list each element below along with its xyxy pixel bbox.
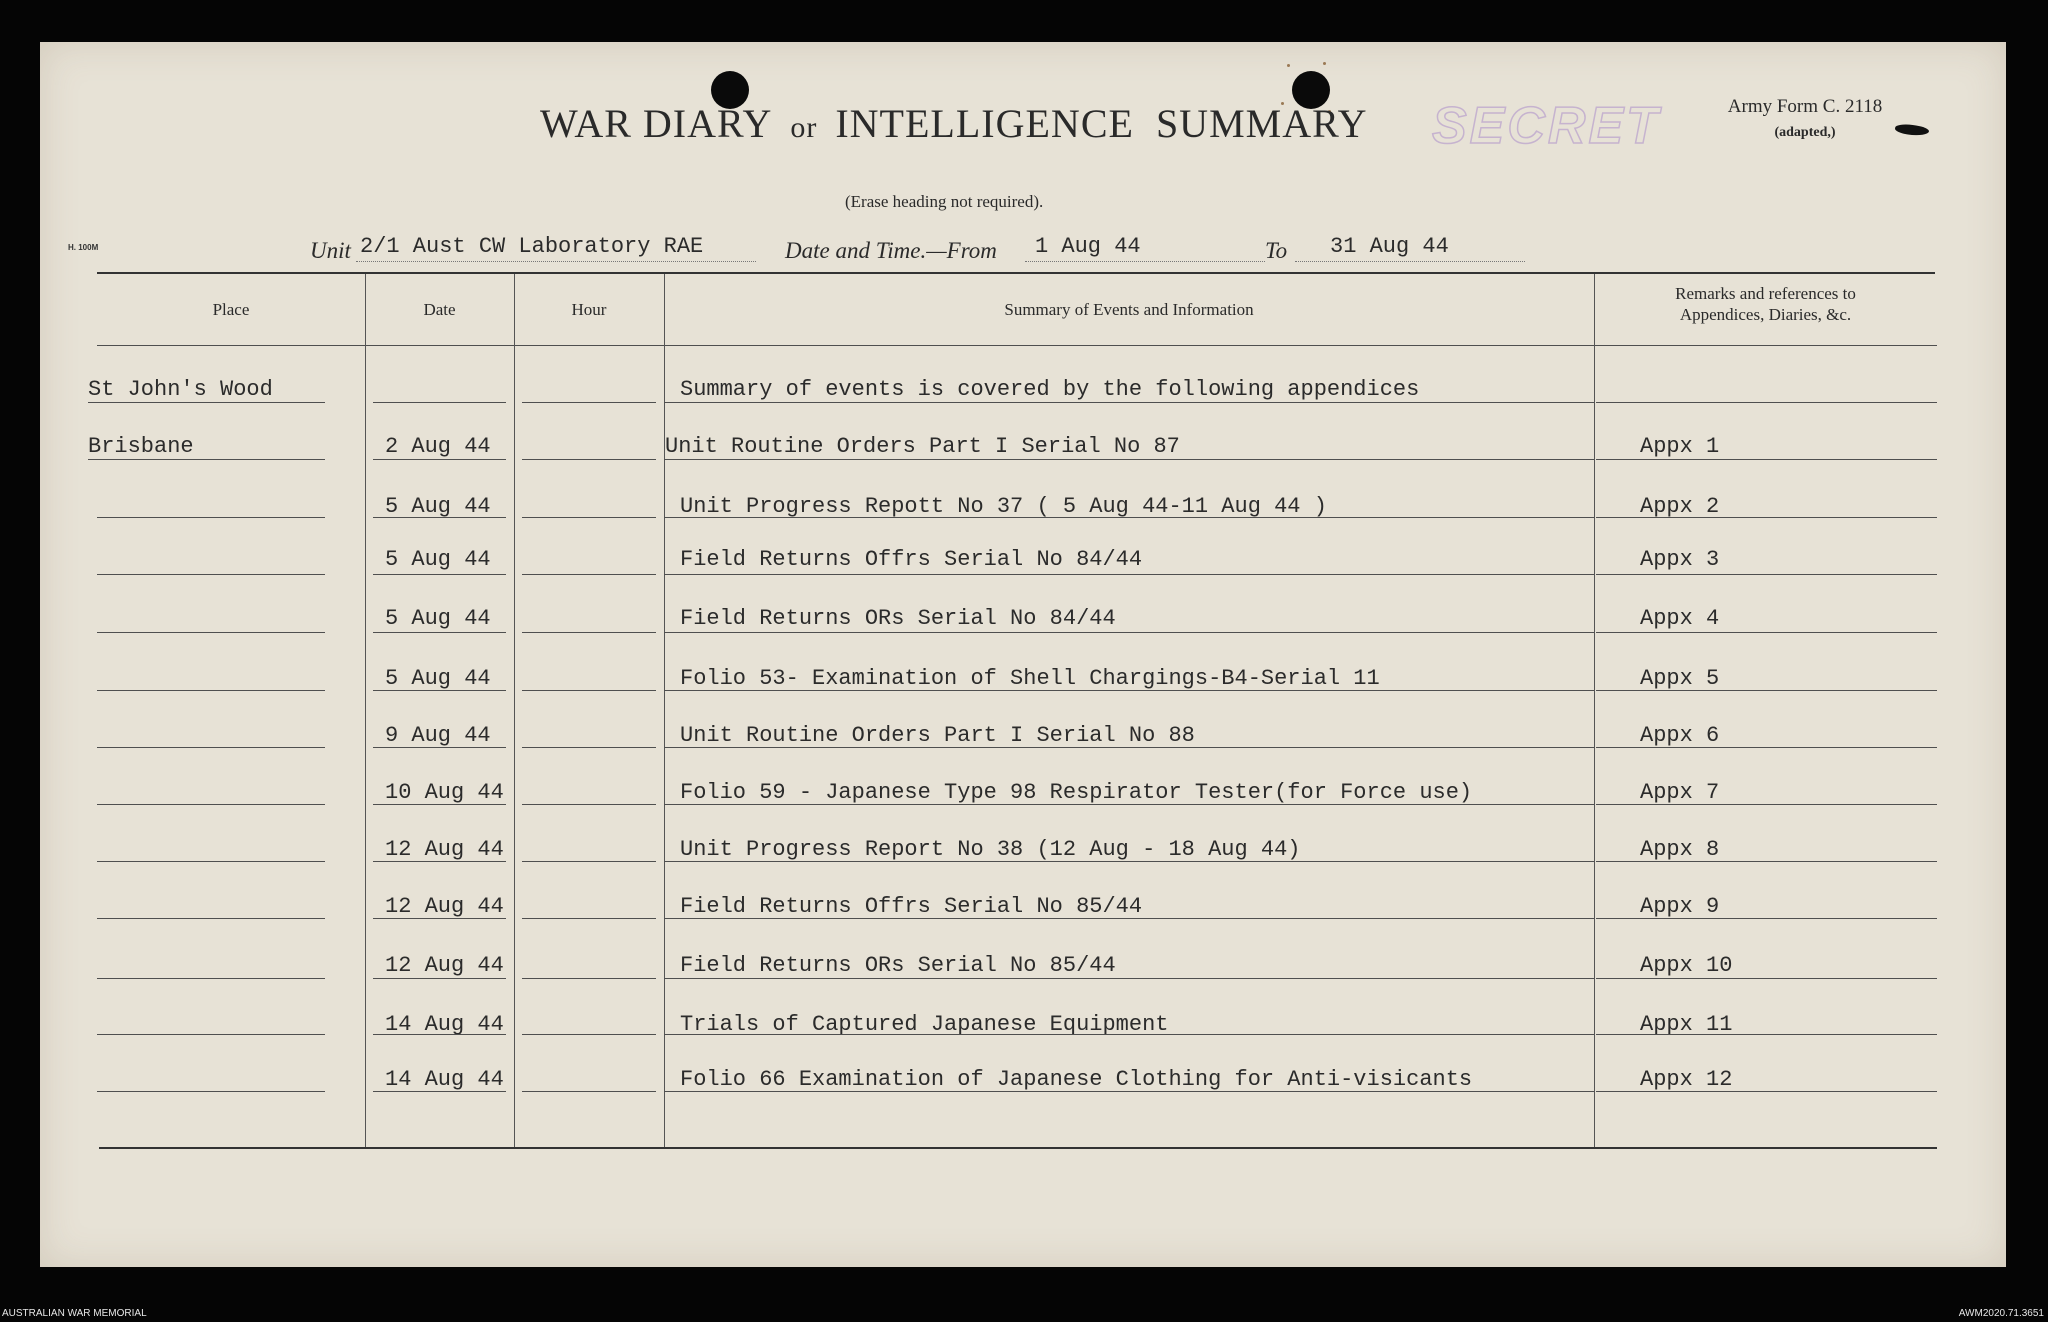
row-rule (373, 574, 506, 575)
row-rule (88, 459, 325, 460)
cell-date: 14 Aug 44 (385, 1012, 504, 1037)
column-divider (514, 274, 515, 1147)
cell-date: 5 Aug 44 (385, 494, 491, 519)
row-rule (664, 978, 1594, 979)
title-or: or (790, 111, 818, 144)
row-rule (97, 747, 325, 748)
unit-label: Unit (310, 238, 351, 263)
cell-date: 10 Aug 44 (385, 780, 504, 805)
row-rule (373, 517, 506, 518)
header-remarks (1594, 283, 1937, 325)
cell-remarks: Appx 4 (1640, 606, 1720, 631)
cell-remarks: Appx 10 (1640, 953, 1733, 978)
row-rule (522, 978, 656, 979)
cell-summary: Field Returns Offrs Serial No 84/44 (680, 547, 1143, 572)
cell-place: Brisbane (88, 434, 194, 459)
date-from-fill-line (1025, 261, 1265, 262)
row-rule (373, 918, 506, 919)
row-rule (97, 517, 325, 518)
cell-date: 12 Aug 44 (385, 953, 504, 978)
row-rule (522, 1091, 656, 1092)
row-rule (522, 517, 656, 518)
cell-summary: Summary of events is covered by the following appendices (680, 377, 1420, 402)
row-rule (522, 402, 656, 403)
row-rule (1596, 459, 1937, 460)
cell-remarks: Appx 1 (1640, 434, 1720, 459)
row-rule (1596, 978, 1937, 979)
row-rule (522, 804, 656, 805)
unit-value: 2/1 Aust CW Laboratory RAE (360, 234, 704, 259)
column-divider (1594, 274, 1595, 1147)
column-divider (365, 274, 366, 1147)
cell-date: 12 Aug 44 (385, 894, 504, 919)
row-rule (1596, 1034, 1937, 1035)
date-from-value: 1 Aug 44 (1035, 234, 1141, 259)
column-divider (664, 274, 665, 1147)
cell-summary: Folio 59 - Japanese Type 98 Respirator Tester(for Force use) (680, 780, 1473, 805)
row-rule (664, 918, 1594, 919)
table-top-rule (97, 272, 1935, 274)
cell-date: 12 Aug 44 (385, 837, 504, 862)
row-rule (522, 574, 656, 575)
row-rule (664, 861, 1594, 862)
header-bottom-rule (97, 345, 1937, 346)
row-rule (664, 690, 1594, 691)
row-rule (1596, 1091, 1937, 1092)
cell-date: 9 Aug 44 (385, 723, 491, 748)
cell-summary: Unit Routine Orders Part I Serial No 87 (665, 434, 1180, 459)
row-rule (373, 1034, 506, 1035)
cell-date: 14 Aug 44 (385, 1067, 504, 1092)
row-rule (664, 517, 1594, 518)
row-rule (1596, 517, 1937, 518)
row-rule (373, 459, 506, 460)
row-rule (1596, 632, 1937, 633)
title-part-intelligence: INTELLIGENCE (835, 101, 1134, 146)
row-rule (373, 1091, 506, 1092)
header-summary: Summary of Events and Information (1004, 300, 1254, 319)
row-rule (664, 402, 1594, 403)
footer-right: AWM2020.71.3651 (1958, 1308, 2044, 1319)
cell-remarks: Appx 9 (1640, 894, 1720, 919)
army-form-number: Army Form C. 2118 (1727, 96, 1883, 117)
row-rule (97, 1091, 325, 1092)
row-rule (373, 632, 506, 633)
secret-stamp: SECRET (1432, 97, 1661, 155)
row-rule (97, 574, 325, 575)
header-hour: Hour (571, 300, 607, 319)
cell-summary: Unit Progress Report No 38 (12 Aug - 18 Aug 44) (680, 837, 1301, 862)
cell-place: St John's Wood (88, 377, 273, 402)
rust-spot (1323, 62, 1326, 65)
row-rule (522, 747, 656, 748)
cell-remarks: Appx 6 (1640, 723, 1720, 748)
row-rule (522, 632, 656, 633)
row-rule (97, 690, 325, 691)
row-rule (88, 402, 325, 403)
unit-fill-line (356, 261, 756, 262)
cell-date: 2 Aug 44 (385, 434, 491, 459)
to-label: To (1265, 238, 1288, 263)
table-bottom-rule (99, 1147, 1937, 1149)
rust-spot (1287, 64, 1290, 67)
row-rule (522, 918, 656, 919)
row-rule (664, 632, 1594, 633)
row-rule (1596, 574, 1937, 575)
cell-summary: Unit Progress Repott No 37 ( 5 Aug 44-11 Aug 44 ) (680, 494, 1327, 519)
form-code: H. 100M (68, 243, 99, 252)
row-rule (373, 804, 506, 805)
row-rule (373, 861, 506, 862)
page-title (540, 100, 1540, 147)
row-rule (1596, 861, 1937, 862)
cell-remarks: Appx 7 (1640, 780, 1720, 805)
row-rule (373, 747, 506, 748)
row-rule (522, 459, 656, 460)
header-date: Date (423, 300, 456, 319)
row-rule (1596, 747, 1937, 748)
header-place: Place (212, 300, 250, 319)
title-part-war-diary: WAR DIARY (540, 101, 773, 146)
row-rule (1596, 804, 1937, 805)
date-to-fill-line (1295, 261, 1525, 262)
cell-remarks: Appx 12 (1640, 1067, 1733, 1092)
cell-summary: Folio 53- Examination of Shell Chargings-B4-Serial 11 (680, 666, 1380, 691)
row-rule (1596, 918, 1937, 919)
cell-summary: Trials of Captured Japanese Equipment (680, 1012, 1169, 1037)
row-rule (664, 1091, 1594, 1092)
row-rule (97, 804, 325, 805)
cell-date: 5 Aug 44 (385, 606, 491, 631)
row-rule (373, 978, 506, 979)
cell-summary: Folio 66 Examination of Japanese Clothing for Anti-visicants (680, 1067, 1473, 1092)
row-rule (522, 1034, 656, 1035)
date-to-value: 31 Aug 44 (1330, 234, 1449, 259)
row-rule (97, 978, 325, 979)
row-rule (664, 747, 1594, 748)
row-rule (664, 574, 1594, 575)
row-rule (522, 861, 656, 862)
row-rule (97, 861, 325, 862)
cell-summary: Field Returns ORs Serial No 84/44 (680, 606, 1116, 631)
cell-remarks: Appx 5 (1640, 666, 1720, 691)
row-rule (97, 918, 325, 919)
cell-remarks: Appx 8 (1640, 837, 1720, 862)
cell-date: 5 Aug 44 (385, 547, 491, 572)
row-rule (1596, 690, 1937, 691)
cell-remarks: Appx 2 (1640, 494, 1720, 519)
row-rule (373, 690, 506, 691)
row-rule (373, 402, 506, 403)
army-form-label (1710, 94, 1900, 146)
footer-left: AUSTRALIAN WAR MEMORIAL (2, 1308, 147, 1319)
cell-remarks: Appx 3 (1640, 547, 1720, 572)
row-rule (1596, 402, 1937, 403)
row-rule (664, 804, 1594, 805)
row-rule (97, 1034, 325, 1035)
row-rule (97, 632, 325, 633)
cell-summary: Field Returns ORs Serial No 85/44 (680, 953, 1116, 978)
header-remarks-line1: Remarks and references to (1675, 284, 1856, 303)
cell-remarks: Appx 11 (1640, 1012, 1733, 1037)
cell-summary: Field Returns Offrs Serial No 85/44 (680, 894, 1143, 919)
cell-date: 5 Aug 44 (385, 666, 491, 691)
title-part-summary: SUMMARY (1155, 101, 1368, 146)
erase-note: (Erase heading not required). (845, 192, 1044, 211)
row-rule (664, 459, 1594, 460)
row-rule (522, 690, 656, 691)
header-remarks-line2: Appendices, Diaries, &c. (1679, 305, 1852, 324)
date-label: Date and Time.—From (785, 238, 997, 263)
army-form-note: (adapted,) (1774, 125, 1836, 140)
row-rule (664, 1034, 1594, 1035)
cell-summary: Unit Routine Orders Part I Serial No 88 (680, 723, 1195, 748)
